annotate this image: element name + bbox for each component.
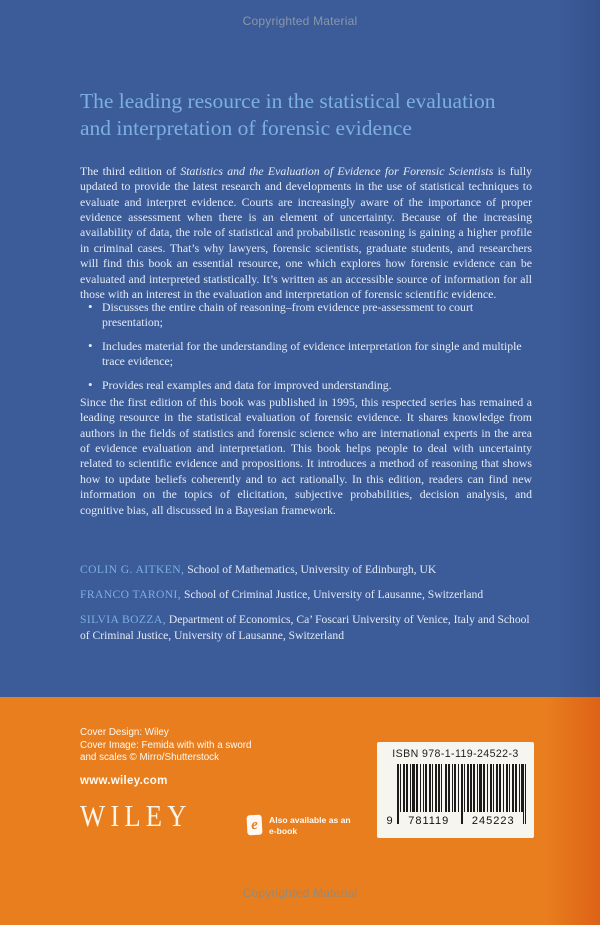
author-affiliation-bozza: Department of Economics, Ca’ Foscari University of Venice, Italy and School of Criminal Justice, University of Lausanne, Switzerland — [80, 613, 530, 642]
paragraph1-rest: is fully updated to provide the latest research and developments in the use of statistical techniques to evaluate and interpret evidence. Courts are increasingly aware of the importance of proper evidence assessment when there is an element of uncertainty. Because of the increasing availability of data, the role of statistical and probabilistic reasoning is gaining a higher profile in criminal cases. That’s why lawyers, forensic scientists, graduate students, and researchers will find this book an essential resource, one which explores how forensic evidence can be evaluated and interpreted statistically. It’s written as an accessible source of information for all those with an interest in the evaluation and interpretation of forensic scientific evidence. — [80, 163, 533, 302]
bullet-item-3: • Provides real examples and data for improved understanding. — [88, 378, 532, 393]
cover-design-credit: Cover Design: Wiley — [80, 727, 169, 738]
author-name-taroni: FRANCO TARONI, — [80, 588, 182, 601]
description-paragraph-1 — [80, 164, 532, 303]
feature-bullet-list — [88, 300, 532, 401]
ebook-availability-label: Also available as an e-book — [269, 815, 351, 836]
author-name-aitken: COLIN G. AITKEN, — [80, 563, 185, 576]
orange-section — [0, 697, 600, 925]
copyright-notice-top: Copyrighted Material — [242, 14, 358, 28]
author-affiliation-taroni: School of Criminal Justice, University of Lausanne, Switzerland — [184, 588, 484, 601]
barcode-digit-left: 9 — [386, 815, 393, 827]
isbn-barcode-box — [377, 742, 534, 838]
tagline-line1: The leading resource in the statistical evaluation — [80, 89, 496, 113]
tagline-heading — [80, 88, 550, 142]
ebook-badge — [247, 815, 351, 836]
paragraph1-lead: The third edition of — [80, 163, 181, 178]
cover-credits — [80, 727, 252, 765]
book-title: Statistics and the Evaluation of Evidence for Forensic Scientists — [180, 163, 494, 178]
wiley-logo: WILEY — [80, 798, 192, 833]
author-entry-taroni — [80, 587, 540, 603]
cover-image-credit-line2: and scales © Mirro/Shutterstock — [80, 752, 219, 763]
description-paragraph-2: Since the first edition of this book was published in 1995, this respected series has remained a leading resource in the statistical evaluation of forensic evidence. It shares knowledge from authors in the fields of statistics and forensic science who are international experts in the area of evidence evaluation and interpretation. This book helps people to deal with uncertainty related to scientific evidence and propositions. It introduces a method of reasoning that shows how to update beliefs coherently and to act rationally. In this edition, readers can find new information on the topics of elicitation, subjective probabilities, decision analysis, and cognitive bias, all discussed in a Bayesian framework. — [80, 394, 532, 517]
barcode-digits-group1: 781119 — [399, 812, 459, 830]
barcode-digits — [384, 812, 527, 830]
publisher-website: www.wiley.com — [80, 775, 168, 787]
cover-image-credit-line1: Cover Image: Femida with with a sword — [80, 739, 252, 751]
barcode-digits-group2: 245223 — [464, 812, 524, 830]
bullet-item-2: • Includes material for the understanding of evidence interpretation for single and multiple trace evidence; — [88, 339, 532, 370]
barcode-area — [384, 762, 527, 834]
author-entry-bozza — [80, 612, 540, 644]
isbn-number-label: ISBN 978-1-119-24522-3 — [392, 748, 519, 760]
bullet-item-1: • Discusses the entire chain of reasoning–from evidence pre-assessment to court presentation; — [88, 300, 532, 331]
ebook-icon: e — [246, 815, 262, 836]
copyright-notice-bottom: Copyrighted Material — [242, 886, 358, 900]
author-entry-aitken — [80, 562, 540, 578]
author-block — [80, 562, 540, 653]
author-name-bozza: SILVIA BOZZA, — [80, 613, 166, 626]
tagline-line2: and interpretation of forensic evidence — [80, 116, 412, 140]
author-affiliation-aitken: School of Mathematics, University of Edinburgh, UK — [187, 563, 437, 576]
